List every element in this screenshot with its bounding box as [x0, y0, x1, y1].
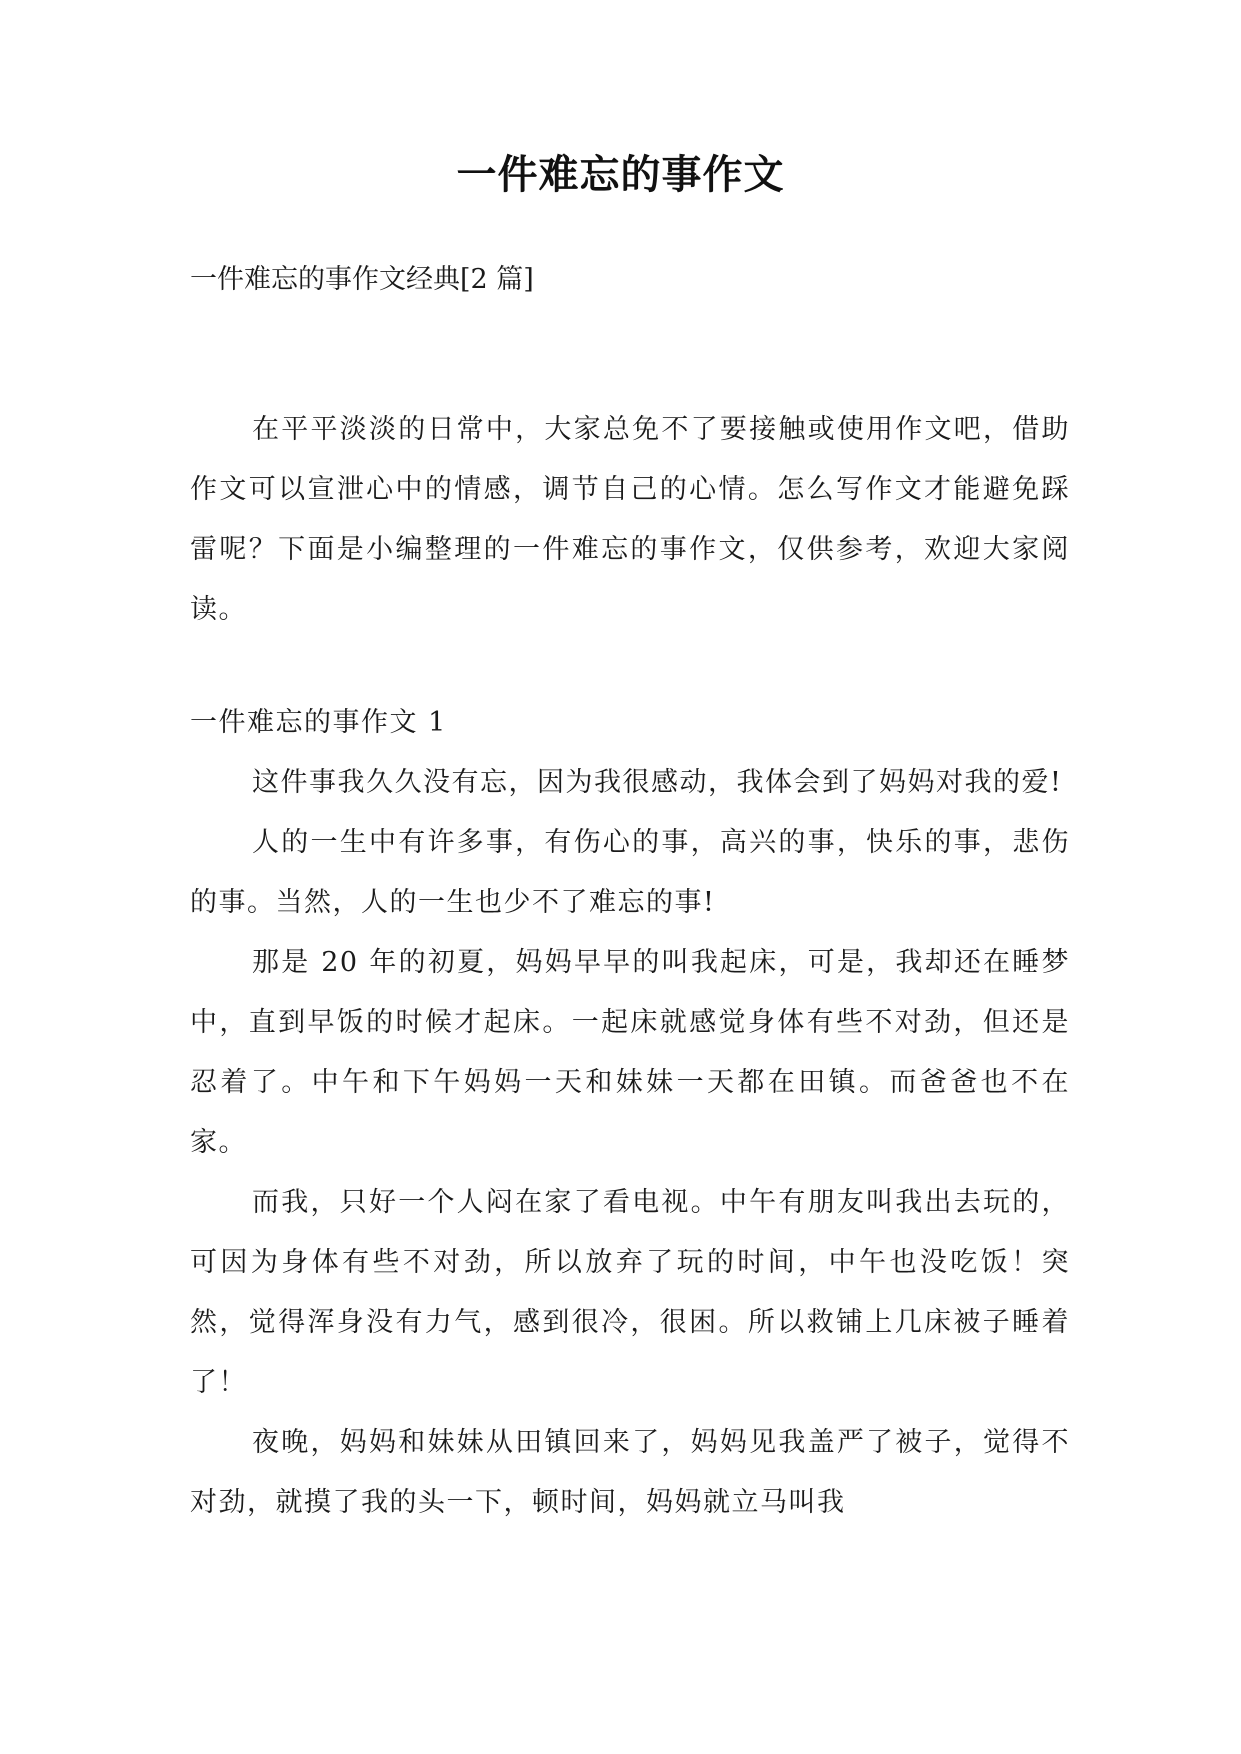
paragraph: 而我，只好一个人闷在家了看电视。中午有朋友叫我出去玩的，可因为身体有些不对劲，所以放弃了玩的时间，中午也没吃饭！突然，觉得浑身没有力气，感到很冷，很困。所以救铺上几床被子睡着了！	[190, 1187, 1070, 1398]
paragraph: 人的一生中有许多事，有伤心的事，高兴的事，快乐的事，悲伤的事。当然，人的一生也少不了难忘的事!	[190, 827, 1070, 918]
intro-block	[190, 400, 1070, 640]
paragraph: 夜晚，妈妈和妹妹从田镇回来了，妈妈见我盖严了被子，觉得不对劲，就摸了我的头一下，顿时间，妈妈就立马叫我	[190, 1427, 1070, 1518]
paragraph: 那是 20 年的初夏，妈妈早早的叫我起床，可是，我却还在睡梦中，直到早饭的时候才起床。一起床就感觉身体有些不对劲，但还是忍着了。中午和下午妈妈一天和妹妹一天都在田镇。而爸爸也不在家。	[190, 947, 1070, 1158]
document-subtitle: 一件难忘的事作文经典[2 篇]	[190, 264, 534, 295]
intro-paragraph: 在平平淡淡的日常中，大家总免不了要接触或使用作文吧，借助作文可以宣泄心中的情感，调节自己的心情。怎么写作文才能避免踩雷呢？下面是小编整理的一件难忘的事作文，仅供参考，欢迎大家阅读。	[190, 414, 1070, 625]
essay-section-1	[190, 693, 1070, 1533]
section-heading: 一件难忘的事作文 1	[190, 707, 447, 738]
paragraph: 这件事我久久没有忘，因为我很感动，我体会到了妈妈对我的爱!	[252, 767, 1063, 798]
page-title: 一件难忘的事作文	[456, 152, 785, 198]
